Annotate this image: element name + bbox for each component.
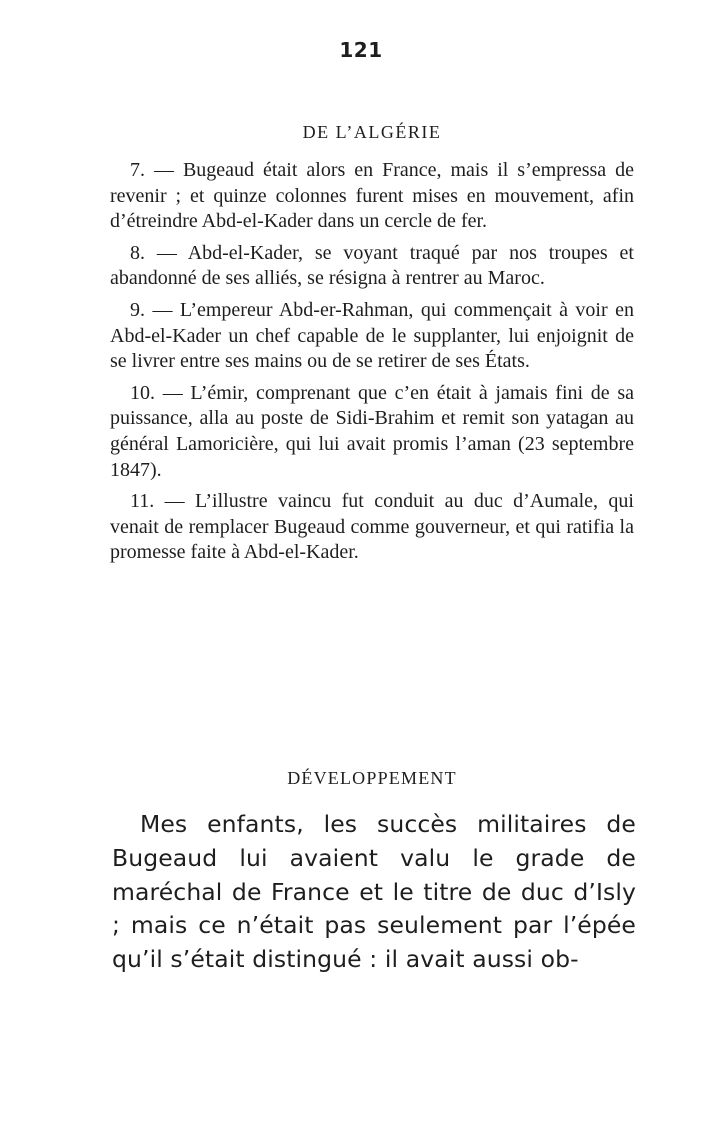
page-number: 121 <box>339 38 383 62</box>
running-head: DE L’ALGÉRIE <box>302 122 442 142</box>
body-paragraph: Mes enfants, les succès militaires de Bugeaud lui avaient valu le grade de maréchal de France et le titre de duc d’Isly ; mais ce n’était pas seulement par l’épée qu’il s’était distingué : il avait aussi ob- <box>112 810 636 974</box>
summary-item: 11. — L’illustre vaincu fut conduit au duc d’Aumale, qui venait de remplacer Bugeaud comme gouverneur, et qui ratifia la promesse faite à Abd-el-Kader. <box>110 490 634 564</box>
summary-item: 8. — Abd-el-Kader, se voyant traqué par nos troupes et abandonné de ses alliés, se résigna à rentrer au Maroc. <box>110 241 634 290</box>
section-title: DÉVELOPPEMENT <box>287 768 457 788</box>
section-body <box>112 808 636 977</box>
summary-item: 9. — L’empereur Abd-er-Rahman, qui commençait à voir en Abd-el-Kader un chef capable de le supplanter, lui enjoignit de se livrer entre ses mains ou de se retirer de ses États. <box>110 298 634 373</box>
summary-item: 7. — Bugeaud était alors en France, mais il s’empressa de revenir ; et quinze colonnes furent mises en mouvement, afin d’étreindre Abd-el-Kader dans un cercle de fer. <box>110 159 634 233</box>
summary-item: 10. — L’émir, comprenant que c’en était à jamais fini de sa puissance, alla au poste de Sidi-Brahim et remit son yatagan au général Lamoricière, qui lui avait promis l’aman (23 septembre 1847). <box>110 381 634 481</box>
summary-list <box>110 158 634 572</box>
